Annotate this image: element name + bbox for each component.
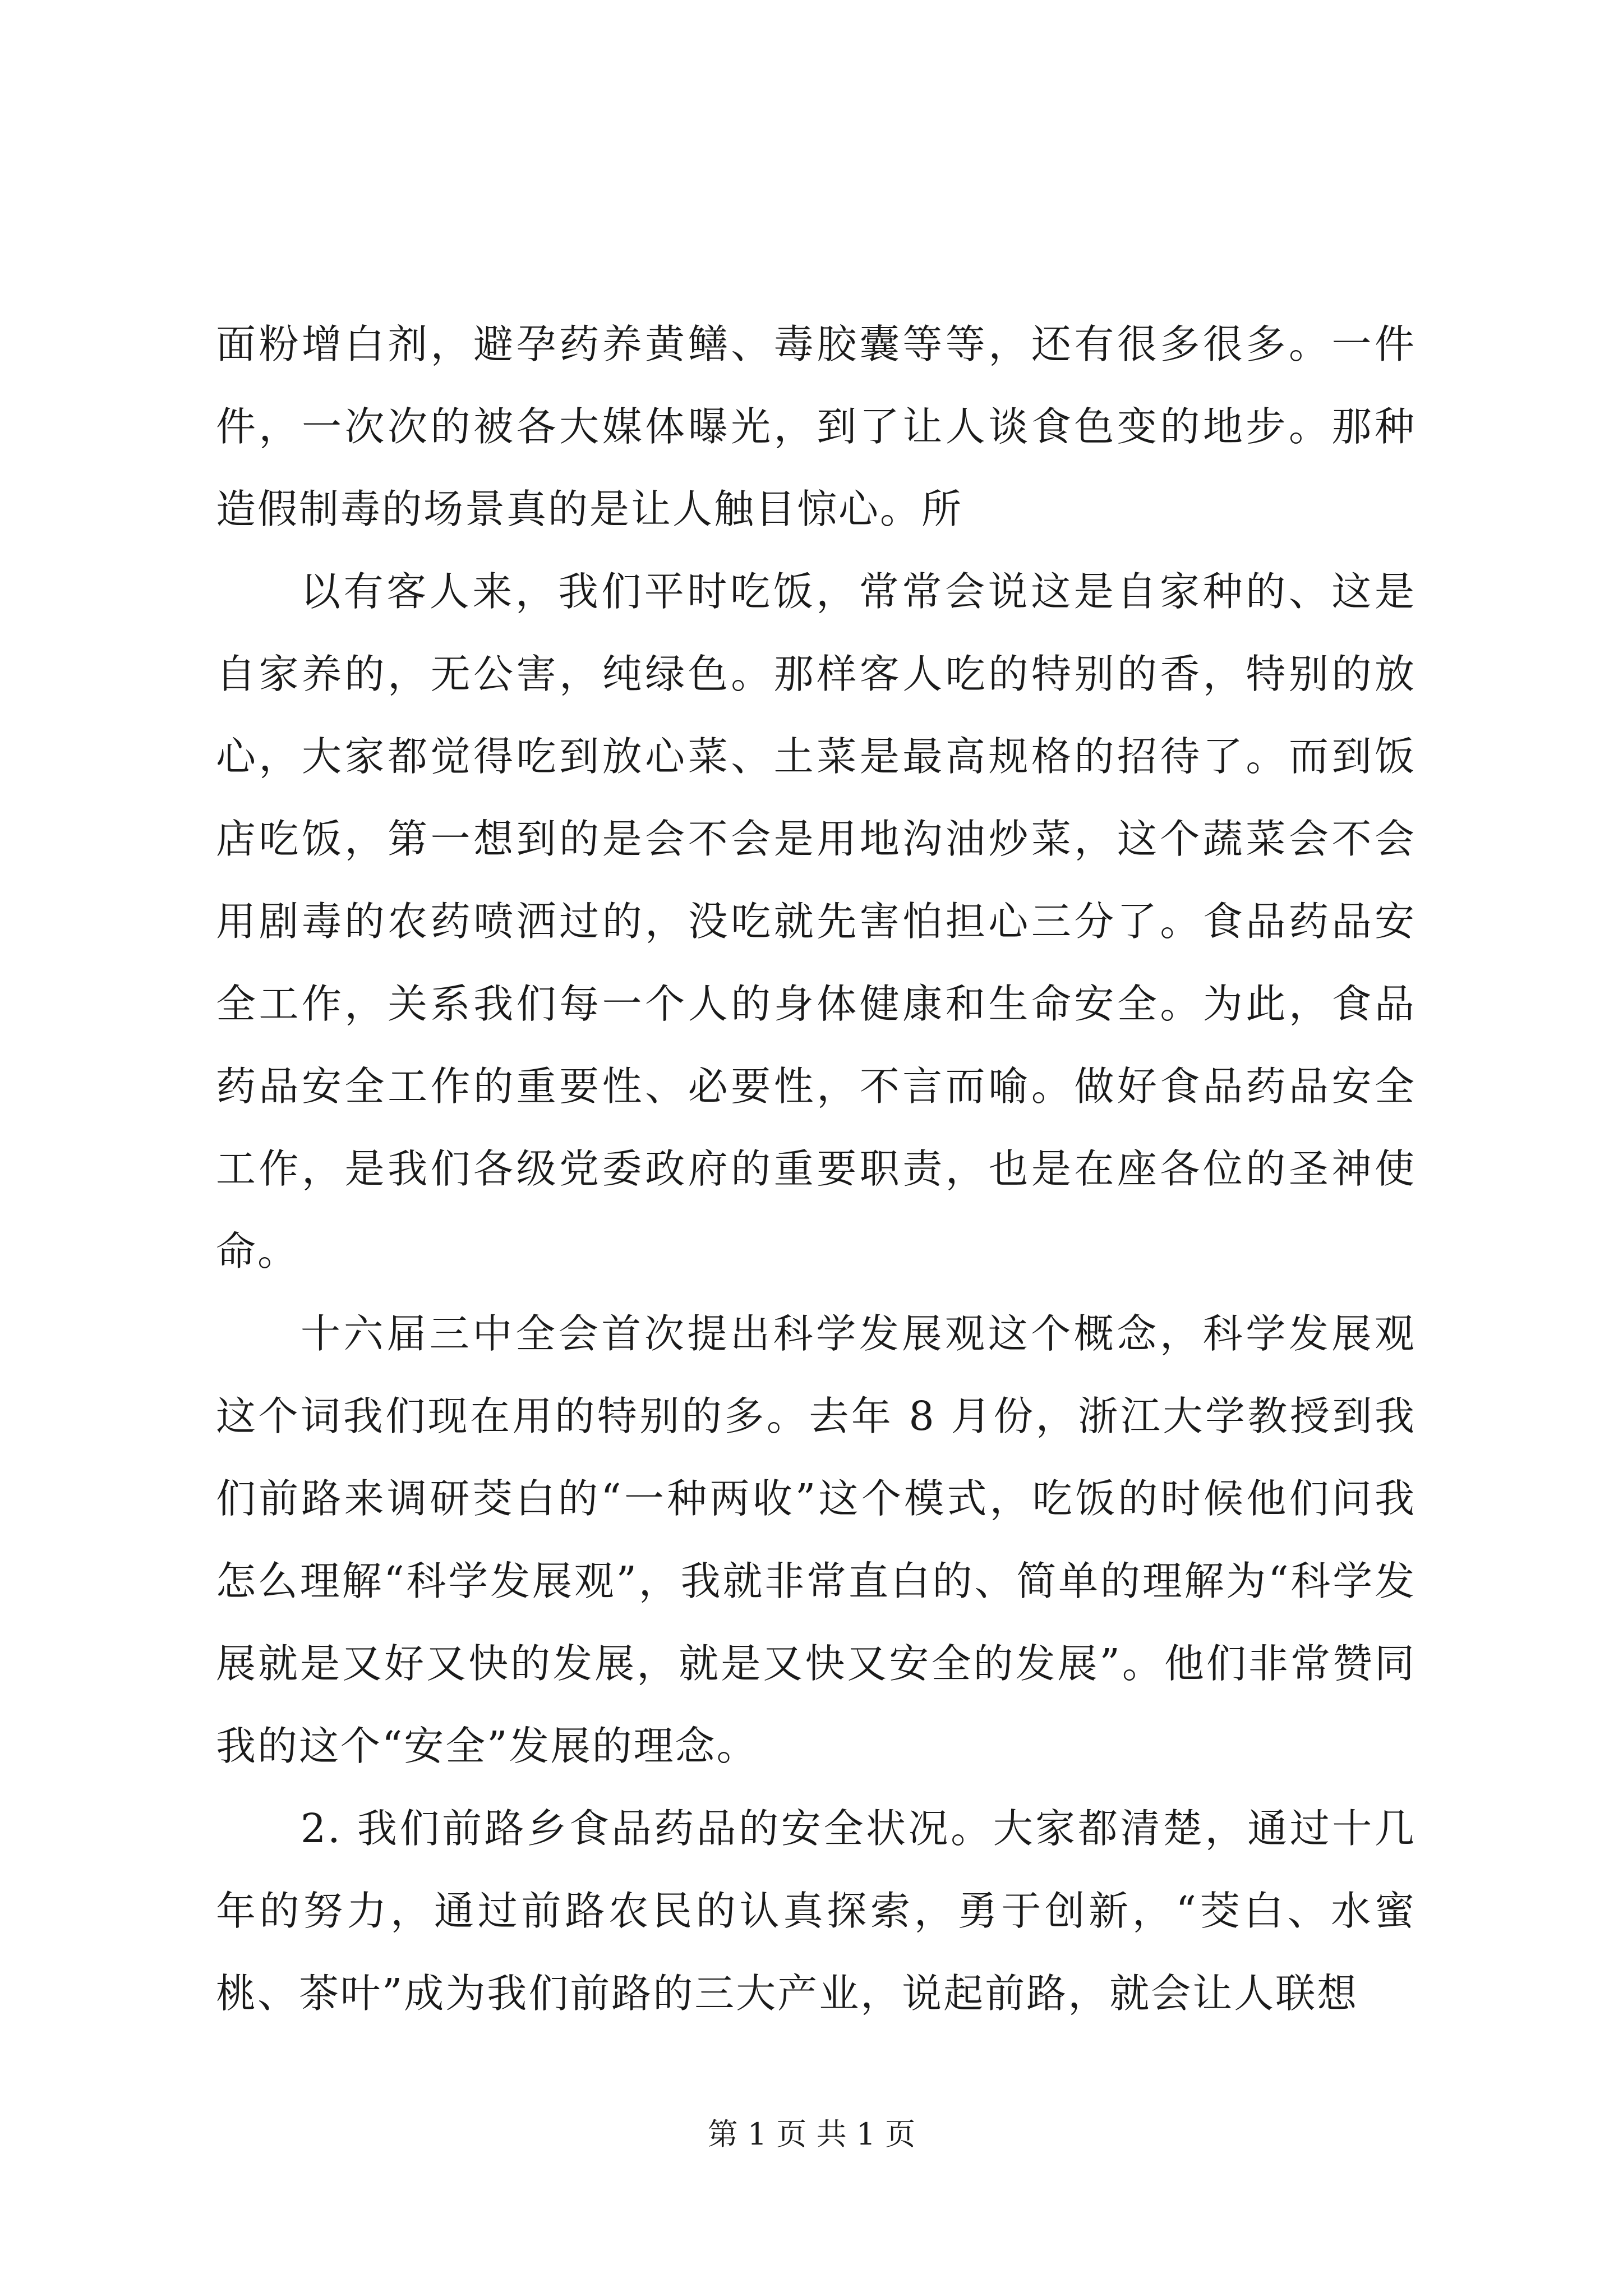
paragraph-2: 以有客人来，我们平时吃饭，常常会说这是自家种的、这是自家养的，无公害，纯绿色。那样客人吃的特别的香，特别的放心，大家都觉得吃到放心菜、土菜是最高规格的招待了。而到饭店吃饭，第一想到的是会不会是用地沟油炒菜，这个蔬菜会不会用剧毒的农药喷洒过的，没吃就先害怕担心三分了。食品药品安全工作，关系我们每一个人的身体健康和生命安全。为此，食品药品安全工作的重要性、必要性，不言而喻。做好食品药品安全工作，是我们各级党委政府的重要职责，也是在座各位的圣神使命。 bbox=[216, 568, 1416, 1274]
paragraph-3: 十六届三中全会首次提出科学发展观这个概念，科学发展观这个词我们现在用的特别的多。去年 8 月份，浙江大学教授到我们前路来调研茭白的“一种两收”这个模式，吃饭的时候他们问我怎么理解“科学发展观”，我就非常直白的、简单的理解为“科学发展就是又好又快的发展，就是又快又安全的发展”。他们非常赞同我的这个“安全”发展的理念。 bbox=[216, 1310, 1416, 1769]
document-body bbox=[216, 303, 1416, 2035]
page-footer: 第 1 页 共 1 页 bbox=[707, 2116, 916, 2152]
paragraph-1: 面粉增白剂，避孕药养黄鳝、毒胶囊等等，还有很多很多。一件件，一次次的被各大媒体曝光，到了让人谈食色变的地步。那种造假制毒的场景真的是让人触目惊心。所 bbox=[216, 321, 1416, 532]
paragraph-4: 2. 我们前路乡食品药品的安全状况。大家都清楚，通过十几年的努力，通过前路农民的认真探索，勇于创新，“茭白、水蜜桃、茶叶”成为我们前路的三大产业，说起前路，就会让人联想 bbox=[216, 1805, 1416, 2017]
